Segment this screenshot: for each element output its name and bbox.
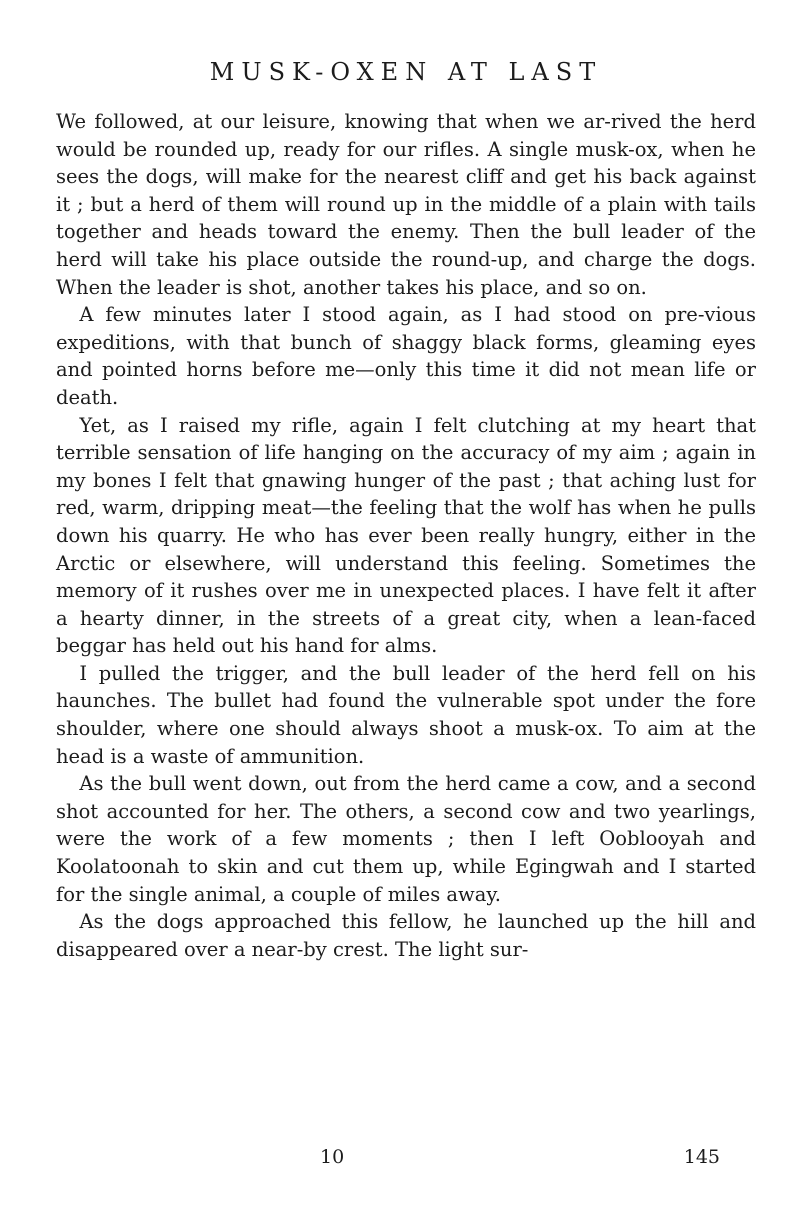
- paragraph-1: We followed, at our leisure, knowing that when we ar-rived the herd would be rounded up, ready for our rifles. A single musk-ox, when he sees the dogs, will make for the nearest cliff and get his back against it ; but a herd of them will round up in the middle of a plain with tails together and heads toward the enemy. Then the bull leader of the herd will take his place outside the round-up, and charge the dogs. When the leader is shot, another takes his place, and so on.: [56, 110, 756, 299]
- running-head: MUSK-OXEN AT LAST: [209, 58, 603, 86]
- page-number: 145: [683, 1146, 720, 1168]
- signature-mark: 10: [320, 1146, 345, 1168]
- paragraph-3: Yet, as I raised my rifle, again I felt clutching at my heart that terrible sensation of life hanging on the accuracy of my aim ; again in my bones I felt that gnawing hunger of the past ; that aching lust for red, warm, dripping meat—the feeling that the wolf has when he pulls down his quarry. He who has ever been really hungry, either in the Arctic or elsewhere, will understand this feeling. Sometimes the memory of it rushes over me in unexpected places. I have felt it after a hearty dinner, in the streets of a great city, when a lean-faced beggar has held out his hand for alms.: [56, 413, 756, 658]
- page-footer: [320, 1146, 720, 1168]
- paragraph-2: A few minutes later I stood again, as I had stood on pre-vious expeditions, with that bunch of shaggy black forms, gleaming eyes and pointed horns before me—only this time it did not mean life or death.: [56, 303, 756, 409]
- book-page: [56, 40, 756, 963]
- paragraph-4: I pulled the trigger, and the bull leader of the herd fell on his haunches. The bullet had found the vulnerable spot under the fore shoulder, where one should always shoot a musk-ox. To aim at the head is a waste of ammunition.: [56, 661, 756, 768]
- paragraph-6: As the dogs approached this fellow, he launched up the hill and disappeared over a near-by crest. The light sur-: [56, 910, 756, 961]
- body-text: [56, 108, 756, 963]
- paragraph-5: As the bull went down, out from the herd came a cow, and a second shot accounted for her. The others, a second cow and two yearlings, were the work of a few moments ; then I left Ooblooyah and Koolatoonah to skin and cut them up, while Egingwah and I started for the single animal, a couple of miles away.: [56, 772, 756, 906]
